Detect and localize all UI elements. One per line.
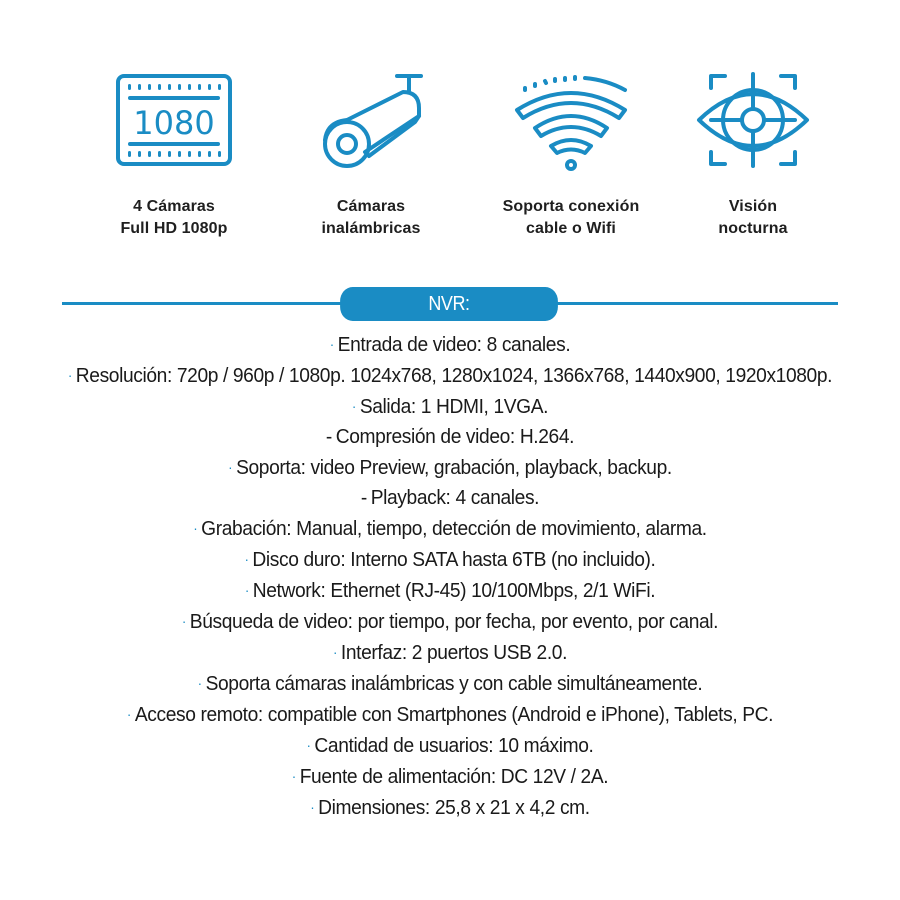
bullet-icon: · xyxy=(244,551,249,567)
section-title-badge: NVR: xyxy=(340,287,558,321)
spec-item: · Salida: 1 HDMI, 1VGA. xyxy=(351,396,549,418)
dash-marker: - xyxy=(325,426,332,448)
spec-item: · Búsqueda de video: por tiempo, por fecha, por evento, por canal. xyxy=(181,611,719,633)
feature-label: 4 Cámaras Full HD 1080p xyxy=(120,198,228,237)
feature-label: Cámaras inalámbricas xyxy=(321,198,421,237)
security-camera-icon xyxy=(311,68,431,172)
spec-item: - Playback: 4 canales. xyxy=(360,487,540,509)
bullet-icon: · xyxy=(351,398,356,414)
night-vision-eye-icon xyxy=(693,68,813,172)
bullet-icon: · xyxy=(197,675,202,691)
feature-icons-row xyxy=(0,0,900,250)
bullet-icon: · xyxy=(310,799,315,815)
spec-item: - Compresión de video: H.264. xyxy=(325,426,575,448)
feature-label: Visión nocturna xyxy=(718,198,788,237)
spec-item: · Cantidad de usuarios: 10 máximo. xyxy=(306,735,594,757)
spec-item: · Entrada de video: 8 canales. xyxy=(329,334,571,356)
feature-wireless-cameras xyxy=(281,68,461,240)
wifi-icon xyxy=(511,68,631,172)
resolution-1080-icon xyxy=(114,68,234,172)
spec-item: · Soporta: video Preview, grabación, playback, backup. xyxy=(228,457,672,479)
spec-item: · Resolución: 720p / 960p / 1080p. 1024x768, 1280x1024, 1366x768, 1440x900, 1920x1080p. xyxy=(67,365,833,387)
spec-item: · Fuente de alimentación: DC 12V / 2A. xyxy=(291,766,609,788)
spec-item: · Soporta cámaras inalámbricas y con cable simultáneamente. xyxy=(197,673,703,695)
feature-full-hd xyxy=(84,68,264,240)
spec-list xyxy=(0,329,900,823)
feature-night-vision xyxy=(663,68,843,240)
dash-marker: - xyxy=(360,487,367,509)
bullet-icon: · xyxy=(244,582,249,598)
bullet-icon: · xyxy=(228,459,233,475)
bullet-icon: · xyxy=(126,706,131,722)
bullet-icon: · xyxy=(291,768,296,784)
bullet-icon: · xyxy=(181,613,186,629)
spec-item: · Acceso remoto: compatible con Smartphones (Android e iPhone), Tablets, PC. xyxy=(126,704,774,726)
spec-item: · Interfaz: 2 puertos USB 2.0. xyxy=(332,642,568,664)
spec-item: · Network: Ethernet (RJ-45) 10/100Mbps, 2/1 WiFi. xyxy=(244,580,656,602)
bullet-icon: · xyxy=(193,520,198,536)
bullet-icon: · xyxy=(329,336,334,352)
bullet-icon: · xyxy=(67,367,72,383)
feature-label: Soporta conexión cable o Wifi xyxy=(502,198,640,237)
spec-item: · Grabación: Manual, tiempo, detección de movimiento, alarma. xyxy=(193,518,707,540)
svg-text:1080: 1080 xyxy=(133,104,215,142)
bullet-icon: · xyxy=(332,644,338,660)
bullet-icon: · xyxy=(306,737,311,753)
spec-item: · Dimensiones: 25,8 x 21 x 4,2 cm. xyxy=(310,797,590,819)
feature-wifi xyxy=(481,68,661,240)
spec-item: · Disco duro: Interno SATA hasta 6TB (no incluido). xyxy=(244,549,656,571)
